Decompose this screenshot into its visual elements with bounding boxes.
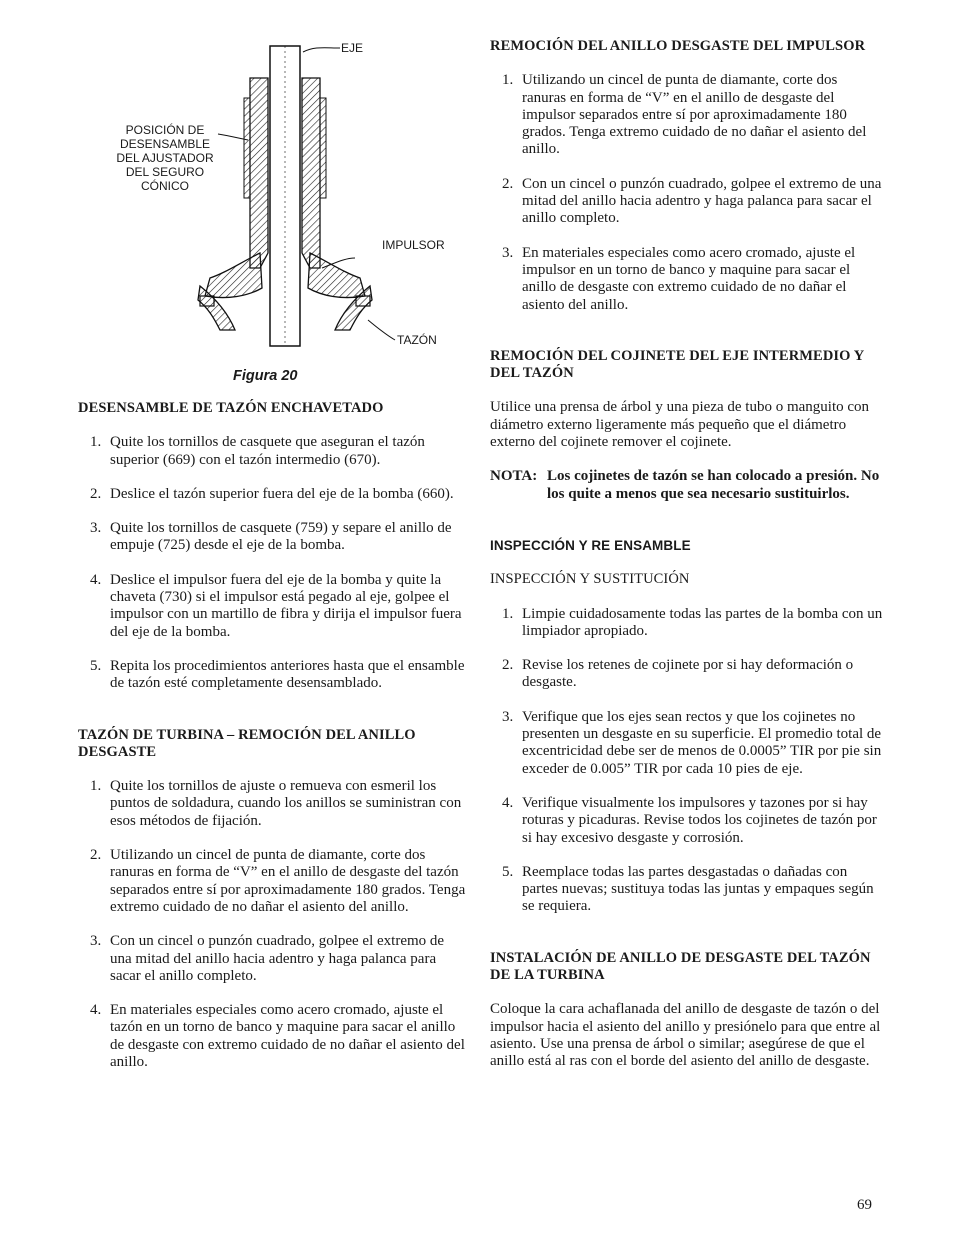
wear-ring-install-body: Coloque la cara achaflanada del anillo de desgaste de tazón o del impulsor hacia el asiento del anillo y presiónelo para que entre al asiento. Use una prensa de árbol o similar; asegúrese de que el anillo está al ras con el borde del asiento del anillo de desgaste. bbox=[490, 1001, 881, 1070]
list-item: 3. Con un cincel o punzón cuadrado, golpee el extremo de una mitad del anillo hacia adentro y haga palanca para sacar el anillo completo. bbox=[90, 933, 445, 984]
section-inspection-title: INSPECCIÓN Y RE ENSAMBLE bbox=[490, 537, 691, 553]
list-item: 2. Revise los retenes de cojinete por si hay deformación o desgaste. bbox=[502, 657, 854, 691]
list-item: 3. Quite los tornillos de casquete (759) y separe el anillo de empuje (725) desde el eje de la bomba. bbox=[90, 520, 452, 554]
list-item: 2. Deslice el tazón superior fuera del eje de la bomba (660). bbox=[90, 485, 454, 502]
list-item: 2. Con un cincel o punzón cuadrado, golpee el extremo de una mitad del anillo hacia adentro y haga palanca para sacar el anillo completo. bbox=[502, 175, 882, 227]
keyed-bowl-steps bbox=[78, 434, 468, 692]
note bbox=[490, 468, 885, 503]
list-item: 4. En materiales especiales como acero cromado, ajuste el tazón en un torno de banco y maquine para sacar el anillo de desgaste con extremo cuidado de no dañar el asiento del anillo. bbox=[90, 1002, 465, 1071]
page-number: 69 bbox=[857, 1197, 872, 1213]
note-label: NOTA: bbox=[490, 468, 538, 485]
section-impeller-wear-ring-title: REMOCIÓN DEL ANILLO DESGASTE DEL IMPULSOR bbox=[490, 38, 866, 54]
inspection-subtitle: INSPECCIÓN Y SUSTITUCIÓN bbox=[490, 571, 690, 588]
sleeve-left bbox=[250, 78, 268, 268]
impeller-wear-ring-steps bbox=[490, 72, 885, 314]
bearing-removal-body: Utilice una prensa de árbol y una pieza de tubo o manguito con diámetro externo ligeramente más pequeño que el diámetro externo del cojinete remover el cojinete. bbox=[490, 399, 870, 451]
list-item: 5. Repita los procedimientos anteriores hasta que el ensamble de tazón esté completamente desensamblado. bbox=[90, 657, 465, 692]
position-label: POSICIÓN DE DESENSAMBLE DEL AJUSTADOR DEL SEGURO CÓNICO bbox=[116, 123, 214, 193]
note-text: Los cojinetes de tazón se han colocado a presión. No los quite a menos que sea necesario sustituirlos. bbox=[547, 468, 880, 502]
figure-20-drawing bbox=[110, 38, 455, 358]
list-item: 3. En materiales especiales como acero cromado, ajuste el impulsor en un torno de banco y maquine para sacar el anillo de desgaste con extremo cuidado de no dañar el asiento del anillo. bbox=[502, 244, 856, 313]
bowl-wear-ring-steps bbox=[78, 778, 468, 1071]
list-item: 1. Quite los tornillos de casquete que aseguran el tazón superior (669) con el tazón intermedio (670). bbox=[90, 434, 425, 468]
list-item: 4. Verifique visualmente los impulsores y tazones por si hay roturas y picaduras. Revise todos los cojinetes de tazón por si hay excesivo desgaste y corrosión. bbox=[502, 794, 877, 846]
section-bowl-wear-ring-title: TAZÓN DE TURBINA – REMOCIÓN DEL ANILLO DESGASTE bbox=[78, 726, 416, 760]
impeller-right bbox=[308, 253, 365, 298]
list-item: 2. Utilizando un cincel de punta de diamante, corte dos ranuras en forma de “V” en el anillo de desgaste del tazón separados entre sí por aproximadamente 180 grados. Tenga extremo cuidado de no dañar el asiento del anillo. bbox=[90, 847, 466, 915]
right-column bbox=[490, 38, 885, 1070]
sleeve-right bbox=[302, 78, 320, 268]
inspection-steps bbox=[490, 606, 885, 916]
impeller-left bbox=[205, 253, 262, 298]
shaft-assembly-diagram bbox=[110, 38, 455, 358]
section-keyed-bowl-disassembly-title: DESENSAMBLE DE TAZÓN ENCHAVETADO bbox=[78, 400, 384, 416]
list-item: 4. Deslice el impulsor fuera del eje de la bomba y quite la chaveta (730) si el impulsor está pegado al eje, golpee el impulsor con un martillo de fibra y dirija el impulsor fuera del eje de la bomba. bbox=[90, 571, 462, 640]
left-column bbox=[78, 400, 468, 1071]
shaft-label: EJE bbox=[341, 41, 364, 55]
list-item: 1. Limpie cuidadosamente todas las partes de la bomba con un limpiador apropiado. bbox=[502, 605, 883, 639]
section-wear-ring-install-title: INSTALACIÓN DE ANILLO DE DESGASTE DEL TAZÓN DE LA TURBINA bbox=[490, 949, 871, 983]
list-item: 1. Utilizando un cincel de punta de diamante, corte dos ranuras en forma de “V” en el anillo de desgaste del impulsor separados entre sí por aproximadamente 180 grados. Tenga extremo cuidado de no dañar el asiento del anillo. bbox=[502, 72, 867, 158]
figure-caption: Figura 20 bbox=[233, 368, 298, 384]
list-item: 5. Reemplace todas las partes desgastadas o dañadas con partes nuevas; sustituya todas las juntas y empaques según se requiera. bbox=[502, 863, 874, 915]
list-item: 1. Quite los tornillos de ajuste o remueva con esmeril los puntos de soldadura, cuando los anillos se suministran con esos métodos de fijación. bbox=[90, 778, 462, 829]
bowl-label: TAZÓN bbox=[397, 333, 437, 347]
list-item: 3. Verifique que los ejes sean rectos y que los cojinetes no presenten un desgaste en su superficie. El promedio total de excentricidad debe ser de menos de 0.0005” TIR por pie sin exceder de 0.005” TIR por cada 10 pies de eje. bbox=[502, 708, 882, 777]
impeller-label: IMPULSOR bbox=[382, 238, 445, 252]
section-bearing-removal-title: REMOCIÓN DEL COJINETE DEL EJE INTERMEDIO Y DEL TAZÓN bbox=[490, 347, 864, 382]
